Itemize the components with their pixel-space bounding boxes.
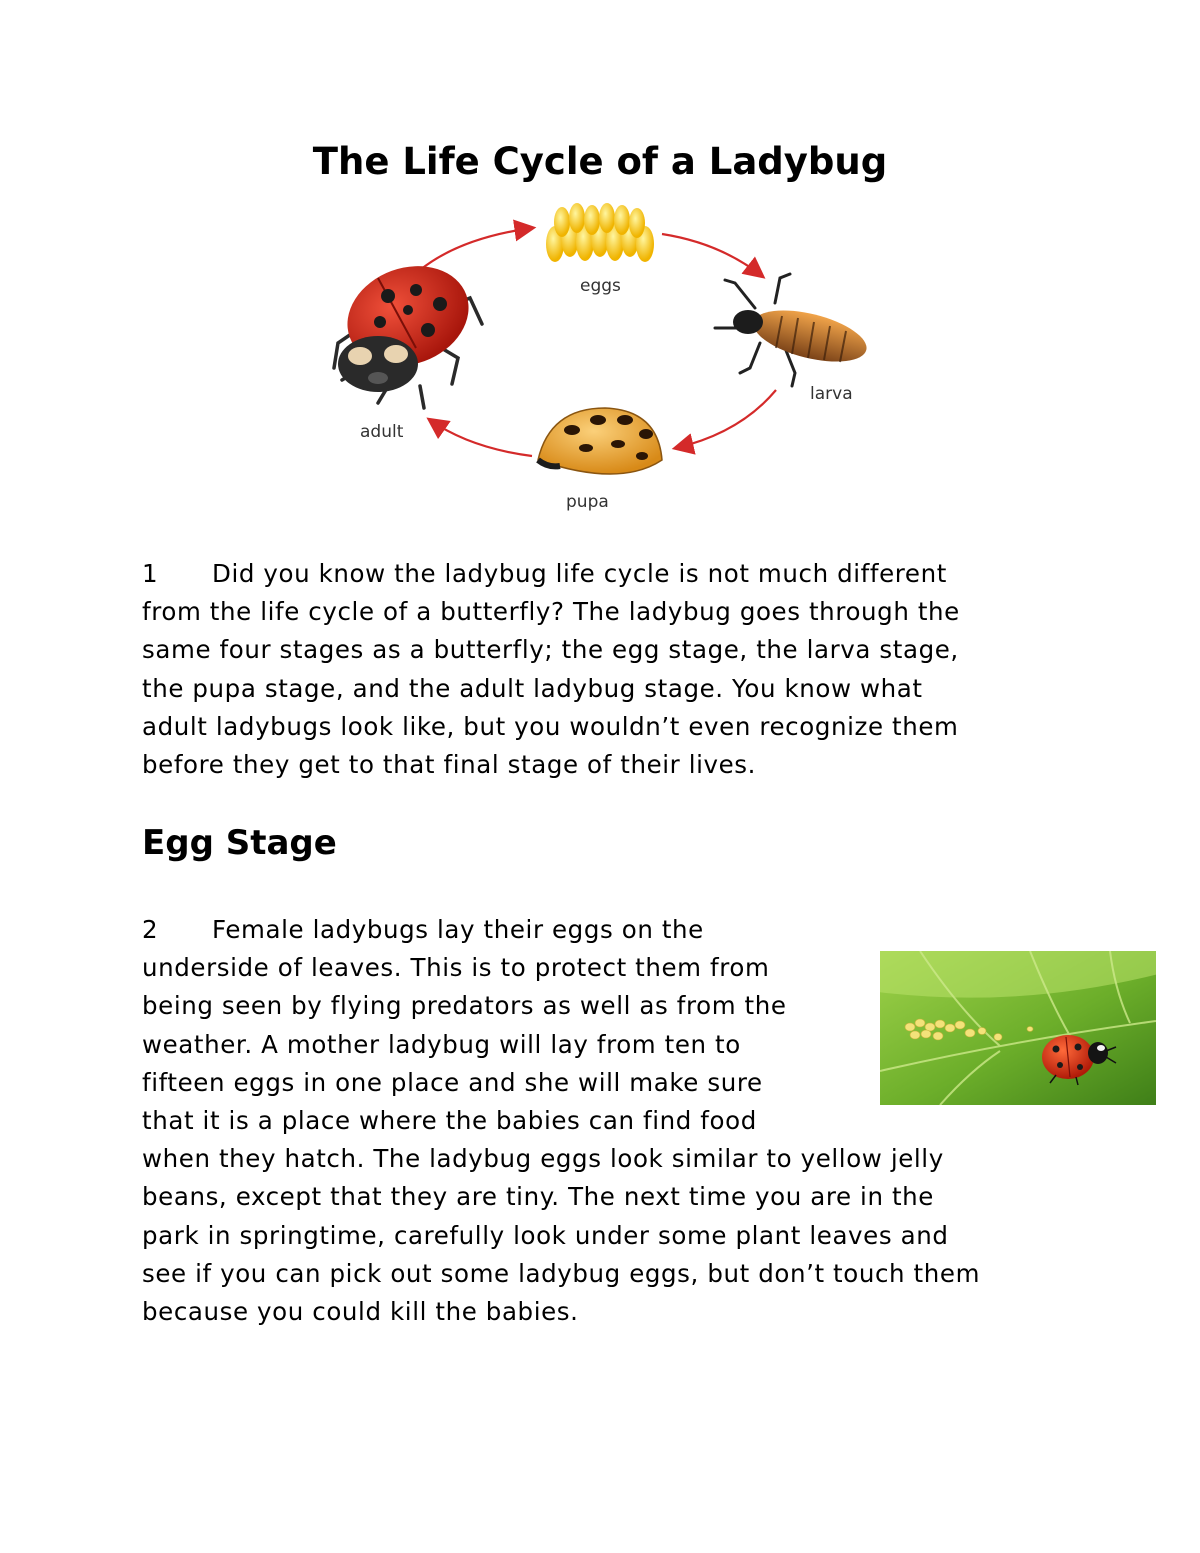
paragraph-line: because you could kill the babies.: [142, 1297, 579, 1327]
paragraph-number: 1: [142, 559, 159, 588]
ladybug-eggs-photo: [880, 951, 1156, 1105]
paragraph-line: from the life cycle of a butterfly? The ladybug goes through the: [142, 597, 960, 627]
paragraph-line: adult ladybugs look like, but you wouldn’t even recognize them: [142, 711, 959, 741]
arrow-adult-to-eggs: [420, 228, 532, 270]
paragraph-line: the pupa stage, and the adult ladybug stage. You know what: [142, 673, 923, 703]
paragraph-text: Did you know the ladybug life cycle is not much different: [212, 559, 947, 588]
paragraph-line: when they hatch. The ladybug eggs look similar to yellow jelly: [142, 1144, 944, 1174]
life-cycle-diagram: [320, 198, 890, 528]
pupa-illustration: [538, 408, 662, 474]
arrow-pupa-to-adult: [430, 420, 532, 456]
paragraph-line: before they get to that final stage of their lives.: [142, 750, 757, 780]
paragraph-line: beans, except that they are tiny. The next time you are in the: [142, 1182, 934, 1212]
adult-ladybug-illustration: [333, 250, 482, 408]
paragraph-number: 2: [142, 915, 159, 944]
paragraph-line: see if you can pick out some ladybug eggs, but don’t touch them: [142, 1258, 981, 1288]
label-larva: larva: [810, 384, 853, 404]
paragraph-line: park in springtime, carefully look under some plant leaves and: [142, 1220, 949, 1250]
paragraph-text: Female ladybugs lay their eggs on the: [212, 915, 704, 944]
paragraph-line: being seen by flying predators as well as from the: [142, 991, 787, 1021]
paragraph-line: same four stages as a butterfly; the egg stage, the larva stage,: [142, 635, 959, 665]
paragraph-line: fifteen eggs in one place and she will make sure: [142, 1067, 763, 1097]
label-pupa: pupa: [566, 492, 609, 512]
paragraph-line: [142, 555, 960, 593]
label-adult: adult: [360, 422, 404, 442]
section-heading-egg-stage: Egg Stage: [142, 823, 337, 863]
egg-stage-paragraph: [142, 911, 980, 1331]
paragraph-line: underside of leaves. This is to protect them from: [142, 953, 770, 983]
arrow-eggs-to-larva: [662, 234, 762, 276]
paragraph-line: that it is a place where the babies can find food: [142, 1106, 757, 1136]
larva-illustration: [715, 274, 872, 386]
page-title: The Life Cycle of a Ladybug: [312, 140, 888, 183]
eggs-illustration: [546, 203, 654, 262]
paragraph-line: [142, 911, 980, 949]
intro-paragraph: [142, 555, 960, 784]
paragraph-line: weather. A mother ladybug will lay from ten to: [142, 1029, 741, 1059]
label-eggs: eggs: [580, 276, 621, 296]
arrow-larva-to-pupa: [676, 390, 776, 448]
